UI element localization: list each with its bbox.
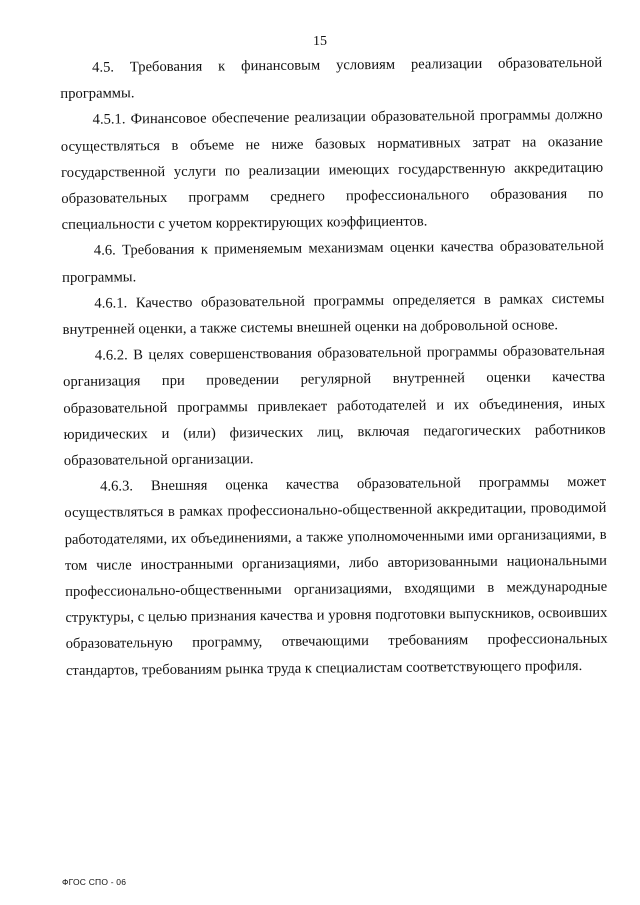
- page-number: 15: [313, 34, 327, 49]
- paragraph-4-6-2: 4.6.2. В целях совершенствования образовательной программы образовательная организация при проведении регулярной внутренней оценки качества образовательной программы привлекает работодателей и их объединения, иных юридических и (или) физических лиц, включая педагогических работников образовательной организации.: [63, 343, 606, 470]
- document-body: [60, 50, 608, 684]
- paragraph-4-5: 4.5. Требования к финансовым условиям реализации образовательной программы.: [60, 54, 603, 103]
- paragraph-4-5-1: 4.5.1. Финансовое обеспечение реализации образовательной программы должно осуществляться в объеме не ниже базовых нормативных затрат на оказание государственной услуги по реализации имеющих государственную аккредитацию образовательных программ среднего профессионального образования по специальности с учетом корректирующих коэффициентов.: [60, 107, 604, 234]
- footer-standard-code: ФГОС СПО - 06: [62, 877, 127, 887]
- paragraph-4-6-3: 4.6.3. Внешняя оценка качества образовательной программы может осуществляться в рамках профессионально-общественной аккредитации, проводимой работодателями, их объединениями, а также уполномоченными ими организациями, в том числе иностранными организациями, либо авторизованными национальными профессионально-общественными организациями, входящими в международные структуры, с целью признания качества и уровня подготовки выпускников, освоивших образовательную программу, отвечающими требованиям профессиональных стандартов, требованиям рынка труда к специалистам соответствующего профиля.: [64, 474, 608, 679]
- paragraph-4-6-1: 4.6.1. Качество образовательной программы определяется в рамках системы внутренней оценки, а также системы внешней оценки на добровольной основе.: [62, 290, 605, 339]
- paragraph-4-6: 4.6. Требования к применяемым механизмам оценки качества образовательной программы.: [62, 238, 604, 286]
